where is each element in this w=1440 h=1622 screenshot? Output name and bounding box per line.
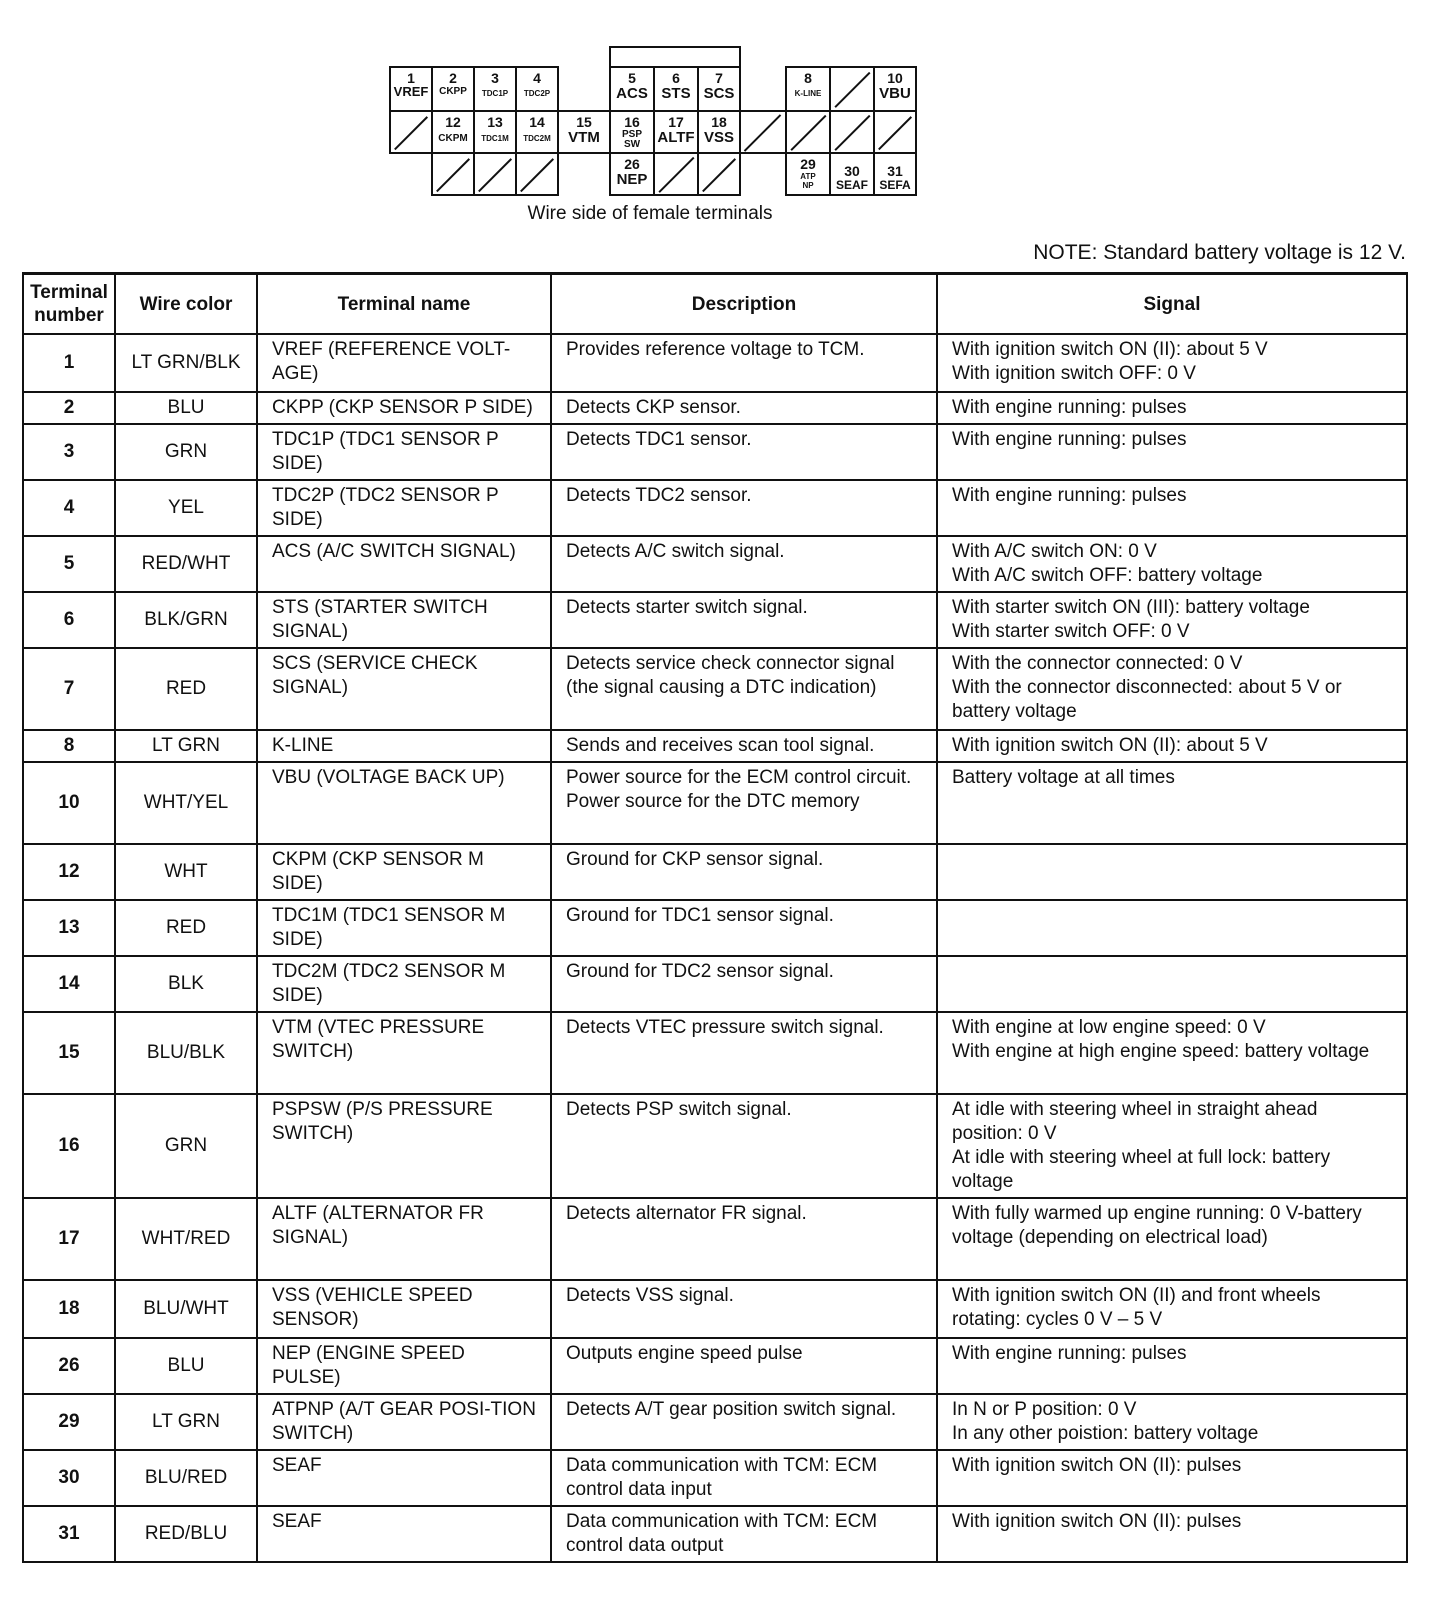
cell-wire-color: BLK [115, 956, 257, 1012]
cell-terminal-number: 31 [23, 1506, 115, 1562]
cell-description: Detects VTEC pressure switch signal. [551, 1012, 937, 1094]
terminal-number: 10 [887, 70, 903, 86]
table-row [23, 1506, 1407, 1562]
cell-wire-color: WHT/RED [115, 1198, 257, 1280]
terminal-10 [873, 66, 917, 112]
terminal-26 [609, 152, 655, 196]
table-row [23, 536, 1407, 592]
terminal-label: STS [661, 85, 691, 102]
terminal-empty [739, 110, 787, 154]
cell-terminal-name: VBU (VOLTAGE BACK UP) [257, 762, 551, 844]
cell-wire-color: RED/WHT [115, 536, 257, 592]
terminal-13 [473, 110, 517, 154]
terminal-label: K-LINE [794, 89, 822, 98]
cell-description: Detects TDC2 sensor. [551, 480, 937, 536]
terminal-label: SEAF [835, 178, 868, 192]
table-row [23, 1394, 1407, 1450]
cell-description: Detects PSP switch signal. [551, 1094, 937, 1198]
cell-terminal-number: 14 [23, 956, 115, 1012]
cell-terminal-number: 13 [23, 900, 115, 956]
table-row [23, 480, 1407, 536]
terminal-label: NEP [616, 171, 648, 188]
cell-terminal-number: 2 [23, 392, 115, 424]
cell-description: Detects A/T gear position switch signal. [551, 1394, 937, 1450]
cell-terminal-name: SCS (SERVICE CHECK SIGNAL) [257, 648, 551, 730]
cell-signal: With fully warmed up engine running: 0 V-battery voltage (depending on electrical load) [937, 1198, 1407, 1280]
cell-signal [937, 900, 1407, 956]
terminal-number: 31 [887, 163, 903, 179]
terminal-7 [697, 66, 741, 112]
terminal-31 [873, 152, 917, 196]
table-row [23, 730, 1407, 762]
terminal-number: 5 [628, 70, 636, 86]
terminal-label: VTM [568, 129, 600, 146]
terminal-12 [431, 110, 475, 154]
cell-description: Sends and receives scan tool signal. [551, 730, 937, 762]
cell-signal: With ignition switch ON (II): pulses [937, 1450, 1407, 1506]
cell-description: Data communication with TCM: ECM control data input [551, 1450, 937, 1506]
cell-signal [937, 956, 1407, 1012]
terminal-label: CKPM [438, 133, 468, 144]
cell-description: Data communication with TCM: ECM control data output [551, 1506, 937, 1562]
terminal-number: 12 [445, 114, 461, 130]
header-description: Description [551, 274, 937, 335]
header-terminal-name: Terminal name [257, 274, 551, 335]
terminal-label: VSS [703, 129, 734, 146]
cell-terminal-number: 3 [23, 424, 115, 480]
terminal-18 [697, 110, 741, 154]
cell-terminal-name: TDC1P (TDC1 SENSOR P SIDE) [257, 424, 551, 480]
cell-signal: With ignition switch ON (II): about 5 V [937, 730, 1407, 762]
terminal-table [22, 272, 1408, 1563]
terminal-6 [653, 66, 699, 112]
cell-description: Detects alternator FR signal. [551, 1198, 937, 1280]
terminal-2 [431, 66, 475, 112]
cell-terminal-name: ALTF (ALTERNATOR FR SIGNAL) [257, 1198, 551, 1280]
cell-terminal-number: 30 [23, 1450, 115, 1506]
terminal-16 [609, 110, 655, 154]
cell-terminal-number: 6 [23, 592, 115, 648]
terminal-14 [515, 110, 559, 154]
cell-terminal-number: 7 [23, 648, 115, 730]
cell-wire-color: RED/BLU [115, 1506, 257, 1562]
cell-signal: With engine running: pulses [937, 480, 1407, 536]
cell-terminal-number: 4 [23, 480, 115, 536]
terminal-empty [829, 66, 875, 112]
cell-terminal-number: 26 [23, 1338, 115, 1394]
cell-terminal-name: STS (STARTER SWITCH SIGNAL) [257, 592, 551, 648]
cell-wire-color: BLU [115, 1338, 257, 1394]
header-signal: Signal [937, 274, 1407, 335]
terminal-empty [697, 152, 741, 196]
terminal-number: 6 [672, 70, 680, 86]
terminal-label: ACS [616, 85, 648, 102]
table-row [23, 334, 1407, 392]
table-header-row [23, 274, 1407, 335]
cell-terminal-name: ACS (A/C SWITCH SIGNAL) [257, 536, 551, 592]
terminal-number: 13 [487, 114, 503, 130]
cell-description: Detects CKP sensor. [551, 392, 937, 424]
terminal-17 [653, 110, 699, 154]
terminal-number: 14 [529, 114, 545, 130]
cell-terminal-number: 8 [23, 730, 115, 762]
diagram-caption: Wire side of female terminals [527, 203, 773, 224]
table-row [23, 1012, 1407, 1094]
cell-terminal-name: VTM (VTEC PRESSURE SWITCH) [257, 1012, 551, 1094]
voltage-note: NOTE: Standard battery voltage is 12 V. [1033, 241, 1406, 264]
cell-wire-color: YEL [115, 480, 257, 536]
cell-terminal-number: 17 [23, 1198, 115, 1280]
cell-description: Ground for TDC2 sensor signal. [551, 956, 937, 1012]
cell-terminal-name: TDC2P (TDC2 SENSOR P SIDE) [257, 480, 551, 536]
cell-signal: With A/C switch ON: 0 V With A/C switch OFF: battery voltage [937, 536, 1407, 592]
connector-diagram [389, 46, 919, 198]
cell-wire-color: RED [115, 900, 257, 956]
terminal-label: PSP SW [621, 129, 642, 150]
terminal-number: 18 [711, 114, 727, 130]
table-row [23, 592, 1407, 648]
cell-signal: With starter switch ON (III): battery voltage With starter switch OFF: 0 V [937, 592, 1407, 648]
terminal-empty [431, 152, 475, 196]
terminal-number: 30 [844, 163, 860, 179]
terminal-empty [873, 110, 917, 154]
cell-terminal-number: 5 [23, 536, 115, 592]
cell-terminal-number: 12 [23, 844, 115, 900]
terminal-number: 1 [407, 70, 415, 86]
terminal-number: 17 [668, 114, 684, 130]
cell-wire-color: BLU/RED [115, 1450, 257, 1506]
terminal-empty [829, 110, 875, 154]
cell-signal: With ignition switch ON (II): about 5 V With ignition switch OFF: 0 V [937, 334, 1407, 392]
cell-description: Detects service check connector signal (the signal causing a DTC indication) [551, 648, 937, 730]
header-terminal-number: Terminal number [23, 274, 115, 335]
cell-signal: With engine running: pulses [937, 424, 1407, 480]
table-body [23, 334, 1407, 1562]
cell-wire-color: WHT [115, 844, 257, 900]
cell-description: Detects VSS signal. [551, 1280, 937, 1338]
cell-terminal-name: CKPP (CKP SENSOR P SIDE) [257, 392, 551, 424]
cell-terminal-name: K-LINE [257, 730, 551, 762]
terminal-number: 26 [624, 156, 640, 172]
connector-latch [609, 46, 741, 68]
table-row [23, 424, 1407, 480]
cell-description: Detects A/C switch signal. [551, 536, 937, 592]
cell-description: Outputs engine speed pulse [551, 1338, 937, 1394]
cell-terminal-name: TDC1M (TDC1 SENSOR M SIDE) [257, 900, 551, 956]
terminal-30 [829, 152, 875, 196]
cell-signal: With ignition switch ON (II) and front wheels rotating: cycles 0 V – 5 V [937, 1280, 1407, 1338]
cell-terminal-name: TDC2M (TDC2 SENSOR M SIDE) [257, 956, 551, 1012]
cell-wire-color: BLU [115, 392, 257, 424]
terminal-label: ALTF [657, 129, 695, 146]
terminal-empty [473, 152, 517, 196]
terminal-number: 4 [533, 70, 541, 86]
cell-terminal-name: VREF (REFERENCE VOLT-AGE) [257, 334, 551, 392]
terminal-number: 3 [491, 70, 499, 86]
cell-terminal-number: 18 [23, 1280, 115, 1338]
terminal-label: VBU [879, 85, 911, 102]
table-row [23, 900, 1407, 956]
cell-wire-color: LT GRN [115, 1394, 257, 1450]
cell-terminal-name: VSS (VEHICLE SPEED SENSOR) [257, 1280, 551, 1338]
cell-signal: With ignition switch ON (II): pulses [937, 1506, 1407, 1562]
header-wire-color: Wire color [115, 274, 257, 335]
cell-wire-color: BLK/GRN [115, 592, 257, 648]
terminal-1 [389, 66, 433, 112]
terminal-number: 15 [576, 114, 592, 130]
cell-signal: With engine running: pulses [937, 392, 1407, 424]
cell-signal: With engine at low engine speed: 0 V With engine at high engine speed: battery voltage [937, 1012, 1407, 1094]
terminal-label: TDC1P [481, 89, 509, 98]
cell-wire-color: GRN [115, 424, 257, 480]
cell-terminal-name: SEAF [257, 1450, 551, 1506]
terminal-label: TDC2M [523, 134, 551, 143]
table-row [23, 392, 1407, 424]
cell-signal: With engine running: pulses [937, 1338, 1407, 1394]
cell-terminal-name: NEP (ENGINE SPEED PULSE) [257, 1338, 551, 1394]
terminal-empty [515, 152, 559, 196]
table-row [23, 648, 1407, 730]
cell-signal: Battery voltage at all times [937, 762, 1407, 844]
terminal-label: TDC2P [523, 89, 551, 98]
terminal-5 [609, 66, 655, 112]
cell-terminal-name: PSPSW (P/S PRESSURE SWITCH) [257, 1094, 551, 1198]
cell-description: Ground for CKP sensor signal. [551, 844, 937, 900]
terminal-empty [389, 110, 433, 154]
cell-wire-color: LT GRN [115, 730, 257, 762]
table-row [23, 1450, 1407, 1506]
table-row [23, 762, 1407, 844]
terminal-4 [515, 66, 559, 112]
cell-terminal-name: SEAF [257, 1506, 551, 1562]
terminal-15 [557, 110, 611, 154]
terminal-number: 2 [449, 70, 457, 86]
cell-signal: In N or P position: 0 V In any other poistion: battery voltage [937, 1394, 1407, 1450]
terminal-empty [785, 110, 831, 154]
terminal-number: 16 [624, 114, 640, 130]
cell-wire-color: RED [115, 648, 257, 730]
terminal-label: SEFA [879, 178, 911, 192]
cell-signal: With the connector connected: 0 V With the connector disconnected: about 5 V or battery voltage [937, 648, 1407, 730]
cell-description: Detects starter switch signal. [551, 592, 937, 648]
cell-description: Detects TDC1 sensor. [551, 424, 937, 480]
cell-wire-color: WHT/YEL [115, 762, 257, 844]
cell-terminal-name: CKPM (CKP SENSOR M SIDE) [257, 844, 551, 900]
cell-terminal-number: 29 [23, 1394, 115, 1450]
terminal-3 [473, 66, 517, 112]
cell-wire-color: BLU/WHT [115, 1280, 257, 1338]
terminal-number: 8 [804, 70, 812, 86]
table-row [23, 844, 1407, 900]
cell-wire-color: LT GRN/BLK [115, 334, 257, 392]
table-row [23, 956, 1407, 1012]
cell-terminal-number: 1 [23, 334, 115, 392]
table-row [23, 1094, 1407, 1198]
cell-signal: At idle with steering wheel in straight ahead position: 0 V At idle with steering wheel at full lock: battery voltage [937, 1094, 1407, 1198]
terminal-label: VREF [393, 84, 429, 99]
cell-wire-color: GRN [115, 1094, 257, 1198]
table-row [23, 1198, 1407, 1280]
cell-terminal-number: 15 [23, 1012, 115, 1094]
cell-wire-color: BLU/BLK [115, 1012, 257, 1094]
table-row [23, 1338, 1407, 1394]
cell-signal [937, 844, 1407, 900]
terminal-label: SCS [703, 85, 735, 102]
terminal-label: ATP NP [800, 172, 816, 190]
table-row [23, 1280, 1407, 1338]
cell-description: Ground for TDC1 sensor signal. [551, 900, 937, 956]
terminal-empty [653, 152, 699, 196]
terminal-label: CKPP [439, 86, 467, 97]
terminal-number: 29 [800, 156, 816, 172]
cell-terminal-number: 10 [23, 762, 115, 844]
cell-description: Power source for the ECM control circuit. Power source for the DTC memory [551, 762, 937, 844]
terminal-label: TDC1M [481, 134, 509, 143]
terminal-8 [785, 66, 831, 112]
terminal-29 [785, 152, 831, 196]
cell-terminal-number: 16 [23, 1094, 115, 1198]
terminal-number: 7 [715, 70, 723, 86]
cell-description: Provides reference voltage to TCM. [551, 334, 937, 392]
cell-terminal-name: ATPNP (A/T GEAR POSI-TION SWITCH) [257, 1394, 551, 1450]
